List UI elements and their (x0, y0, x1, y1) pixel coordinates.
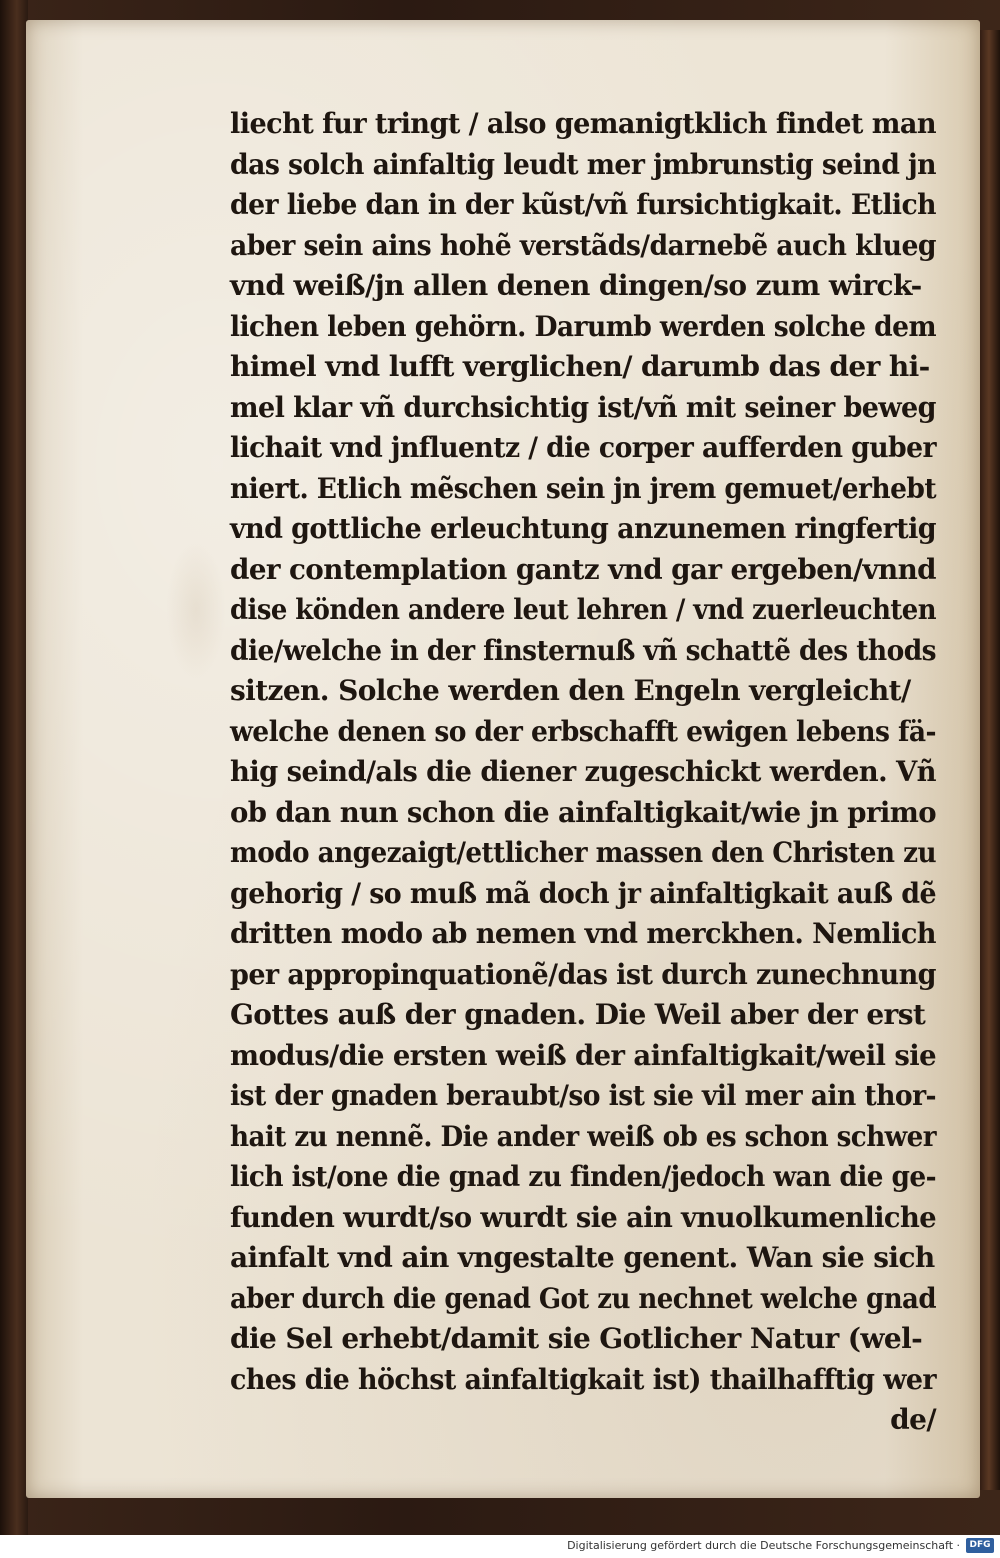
text-line: das solch ainfaltig leudt mer jmbrunstig seind jn (230, 147, 936, 181)
text-line: modus/die ersten weiß der ainfaltigkait/weil sie (230, 1038, 936, 1072)
text-line: liecht fur tringt / also gemanigtklich findet man (230, 107, 936, 140)
text-line: mel klar vñ durchsichtig ist/vñ mit seiner beweg (230, 390, 936, 424)
text-line: hait zu nennẽ. Die ander weiß ob es schon schwer (230, 1119, 936, 1153)
text-line: aber sein ains hohẽ verstãds/darnebẽ auch klueg (230, 228, 936, 262)
text-line: welche denen so der erbschafft ewigen lebens fä- (230, 714, 936, 748)
text-line: aber durch die genad Got zu nechnet welche gnad (230, 1281, 936, 1315)
text-line: hig seind/als die diener zugeschickt werden. Vñ (230, 755, 936, 788)
text-line: vnd weiß/jn allen denen dingen/so zum wirck- (230, 269, 922, 302)
catchword: de/ (890, 1403, 936, 1436)
text-line: ches die höchst ainfaltigkait ist) thailhafftig wer (230, 1362, 936, 1396)
text-line: die Sel erhebt/damit sie Gotlicher Natur (wel- (230, 1322, 923, 1355)
funding-credit: Digitalisierung gefördert durch die Deutsche Forschungsgemeinschaft · (567, 1539, 960, 1552)
text-line: die/welche in der finsternuß vñ schattẽ des thods (230, 633, 936, 667)
text-line: gehorig / so muß mã doch jr ainfaltigkait auß dẽ (230, 876, 936, 910)
text-line: per appropinquationẽ/das ist durch zunechnung (230, 957, 936, 991)
book-binding-left (0, 0, 28, 1535)
text-line: modo angezaigt/ettlicher massen den Christen zu (230, 836, 936, 869)
text-line: der contemplation gantz vnd gar ergeben/vnnd (230, 552, 936, 586)
text-line: ainfalt vnd ain vngestalte genent. Wan sie sich (230, 1241, 935, 1274)
dfg-logo: DFG (966, 1538, 994, 1553)
text-line: dritten modo ab nemen vnd merckhen. Nemlich (230, 917, 936, 950)
text-line: Gottes auß der gnaden. Die Weil aber der erst (230, 998, 926, 1031)
text-line: lich ist/one die gnad zu finden/jedoch wan die ge- (230, 1160, 936, 1193)
book-edge-right (978, 30, 1000, 1490)
text-line: lichen leben gehörn. Darumb werden solche dem (230, 309, 936, 343)
page-text-block (230, 104, 936, 1441)
paper-stain (166, 540, 226, 680)
footer-bar (0, 1535, 1000, 1558)
text-line: niert. Etlich mẽschen sein jn jrem gemuet/erhebt (230, 471, 936, 505)
text-line: lichait vnd jnfluentz / die corper aufferden guber (230, 431, 936, 464)
text-line: sitzen. Solche werden den Engeln vergleicht/ (230, 674, 911, 707)
text-line: ob dan nun schon die ainfaltigkait/wie jn primo (230, 795, 936, 829)
text-line: vnd gottliche erleuchtung anzunemen ringfertig (230, 512, 936, 545)
text-line: funden wurdt/so wurdt sie ain vnuolkumenliche (230, 1200, 936, 1234)
text-line: ist der gnaden beraubt/so ist sie vil mer ain thor- (230, 1079, 936, 1112)
text-line: himel vnd lufft verglichen/ darumb das der hi- (230, 350, 930, 383)
text-line: dise könden andere leut lehren / vnd zuerleuchten (230, 593, 936, 626)
text-line: der liebe dan in der kũst/vñ fursichtigkait. Etlich (230, 188, 936, 221)
